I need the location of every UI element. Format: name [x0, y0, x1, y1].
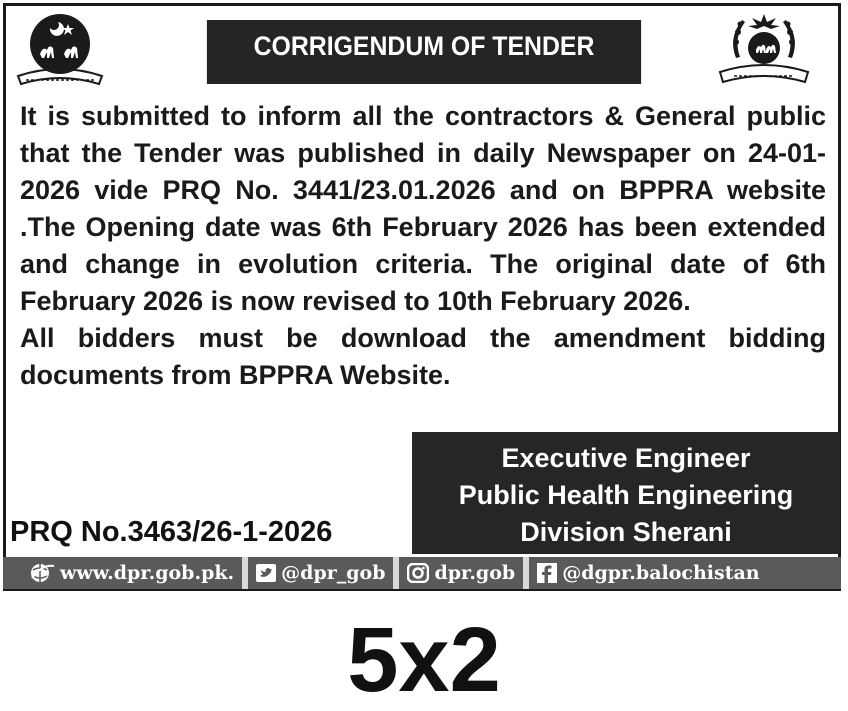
- globe-icon: [29, 562, 55, 584]
- footer-facebook[interactable]: [537, 562, 759, 584]
- footer-website-text: www.dpr.gob.pk.: [60, 562, 235, 584]
- notice-paragraph-1: It is submitted to inform all the contractors & General public that the Tender was published in daily Newspaper on 24-01-2026 vide PRQ No. 3441/23.01.2026 and on BPPRA website .The Opening date was 6th February 2026 has been extended and change in evolution criteria. The original date of 6th February 2026 is now revised to 10th February 2026.: [20, 101, 826, 316]
- footer-divider: [393, 557, 399, 589]
- facebook-icon: [537, 563, 557, 583]
- footer-instagram-text: dpr.gob: [434, 562, 516, 584]
- footer-twitter-text: @dpr_gob: [281, 562, 386, 584]
- title-banner: [207, 20, 641, 84]
- footer-facebook-text: @dgpr.balochistan: [562, 562, 760, 584]
- footer-contact-bar: [3, 557, 841, 589]
- ad-size-label: 5x2: [347, 609, 501, 711]
- signature-block: [412, 432, 840, 554]
- notice-body: [20, 98, 826, 394]
- page-title: CORRIGENDUM OF TENDER: [253, 30, 595, 61]
- instagram-icon: [407, 563, 429, 583]
- signature-line-division: Division Sherani: [520, 517, 732, 547]
- signature-line-department: Public Health Engineering: [458, 480, 794, 510]
- prq-number: PRQ No.3463/26-1-2026: [10, 516, 333, 548]
- footer-divider: [523, 557, 529, 589]
- signature-line-title: Executive Engineer: [501, 443, 751, 473]
- notice-paragraph-2: All bidders must be download the amendment bidding documents from BPPRA Website.: [20, 323, 826, 390]
- footer-website[interactable]: [29, 562, 234, 584]
- balochistan-emblem-logo: [12, 10, 108, 90]
- twitter-icon: [256, 564, 276, 582]
- dgpr-balochistan-logo: [716, 10, 812, 90]
- footer-divider: [242, 557, 248, 589]
- footer-twitter[interactable]: [256, 562, 385, 584]
- footer-instagram[interactable]: [407, 562, 515, 584]
